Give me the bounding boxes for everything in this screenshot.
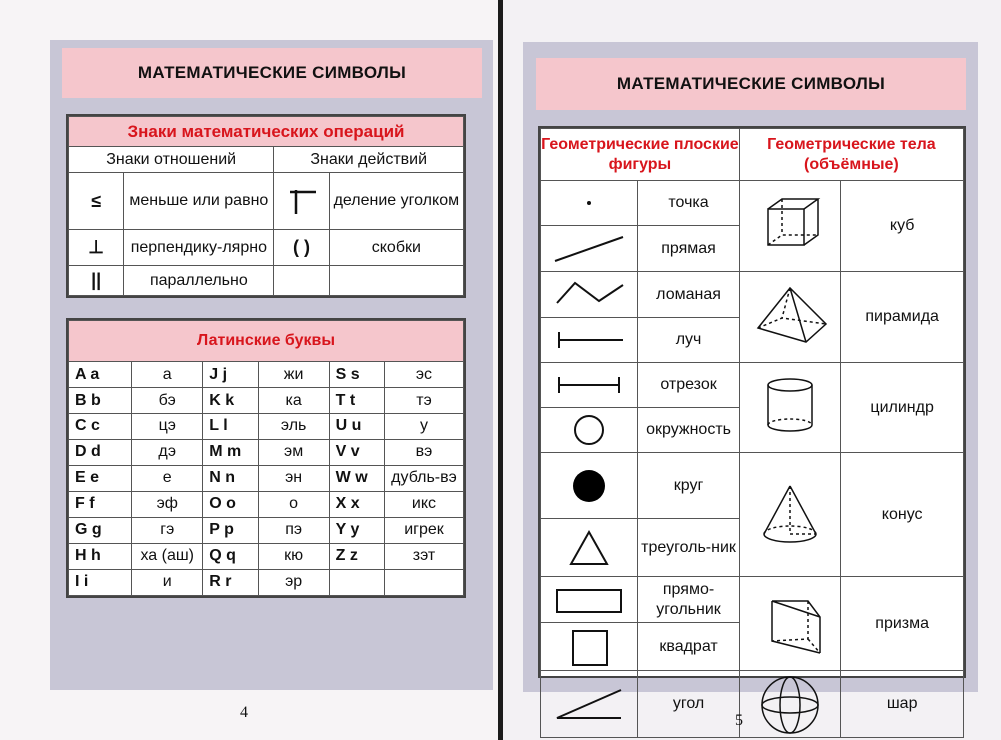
empty-cell (329, 266, 463, 296)
latin-letter-name: у (384, 414, 463, 440)
latin-letter-name (384, 569, 463, 595)
latin-letters-table (66, 318, 466, 598)
perpendicular-text: перпендику-лярно (124, 230, 274, 266)
cylinder-icon (739, 363, 841, 453)
latin-letter: S s (329, 362, 384, 388)
latin-row (69, 414, 464, 440)
rectangle-icon (541, 577, 638, 623)
latin-letter: K k (203, 388, 258, 414)
square-icon (541, 623, 638, 671)
latin-letter: T t (329, 388, 384, 414)
plane-figure-label: ломаная (638, 272, 740, 318)
latin-letter-name: е (132, 465, 203, 491)
latin-letter: D d (69, 439, 132, 465)
latin-letter-name: и (132, 569, 203, 595)
latin-letter: R r (203, 569, 258, 595)
plane-figure-label: треуголь-ник (638, 519, 740, 577)
geometry-table (538, 126, 966, 712)
latin-letter (329, 569, 384, 595)
empty-cell (274, 266, 329, 296)
latin-letter-name: эм (258, 439, 329, 465)
solid-figure-label: куб (841, 181, 964, 272)
latin-row (69, 491, 464, 517)
solid-figure-label: призма (841, 577, 964, 671)
latin-letter: Z z (329, 543, 384, 569)
latin-letter-name: о (258, 491, 329, 517)
latin-letter: A a (69, 362, 132, 388)
plane-figure-label: окружность (638, 408, 740, 453)
plane-figure-label: квадрат (638, 623, 740, 671)
right-page-title: МАТЕМАТИЧЕСКИЕ СИМВОЛЫ (536, 58, 966, 110)
latin-row (69, 569, 464, 595)
geometry-row (541, 671, 964, 738)
triangle-icon (541, 519, 638, 577)
latin-letter: Y y (329, 517, 384, 543)
long-division-icon (274, 173, 329, 230)
latin-letter-name: игрек (384, 517, 463, 543)
latin-letter: F f (69, 491, 132, 517)
latin-letter: V v (329, 439, 384, 465)
ray-icon (541, 318, 638, 363)
latin-letter-name: эль (258, 414, 329, 440)
latin-letter: N n (203, 465, 258, 491)
latin-letter-name: эн (258, 465, 329, 491)
operations-table (66, 114, 466, 298)
polyline-icon (541, 272, 638, 318)
solid-figure-label: пирамида (841, 272, 964, 363)
geometry-row (541, 577, 964, 623)
plane-figure-label: круг (638, 453, 740, 519)
plane-figures-header: Геометрические плоские фигуры (541, 129, 740, 181)
latin-letter: M m (203, 439, 258, 465)
latin-row (69, 388, 464, 414)
plane-figure-label: прямо-угольник (638, 577, 740, 623)
latin-letter-name: икс (384, 491, 463, 517)
prism-icon (739, 577, 841, 671)
brackets-text: скобки (329, 230, 463, 266)
solid-figure-label: цилиндр (841, 363, 964, 453)
actions-header: Знаки действий (274, 147, 464, 173)
latin-letter: Q q (203, 543, 258, 569)
less-or-equal-text: меньше или равно (124, 173, 274, 230)
plane-figure-label: отрезок (638, 363, 740, 408)
parallel-text: параллельно (124, 266, 274, 296)
latin-letter-name: дэ (132, 439, 203, 465)
angle-icon (541, 671, 638, 738)
latin-letter-name: ка (258, 388, 329, 414)
disk-icon (541, 453, 638, 519)
latin-letter-name: гэ (132, 517, 203, 543)
left-page (0, 0, 500, 740)
geometry-row (541, 363, 964, 408)
plane-figure-label: луч (638, 318, 740, 363)
brackets-symbol: ( ) (274, 230, 329, 266)
cone-icon (739, 453, 841, 577)
latin-letter: J j (203, 362, 258, 388)
latin-letter: X x (329, 491, 384, 517)
solid-figure-label: шар (841, 671, 964, 738)
latin-letter: L l (203, 414, 258, 440)
latin-letter-name: вэ (384, 439, 463, 465)
latin-letter: G g (69, 517, 132, 543)
latin-letter-name: зэт (384, 543, 463, 569)
latin-letter-name: тэ (384, 388, 463, 414)
plane-figure-label: точка (638, 181, 740, 226)
latin-row (69, 543, 464, 569)
perpendicular-symbol: ⊥ (69, 230, 124, 266)
latin-letter-name: эр (258, 569, 329, 595)
plane-figure-label: угол (638, 671, 740, 738)
latin-letter: I i (69, 569, 132, 595)
line-icon (541, 226, 638, 272)
latin-letter-name: кю (258, 543, 329, 569)
page-number-right: 5 (735, 712, 743, 729)
latin-letter-name: эс (384, 362, 463, 388)
latin-row (69, 439, 464, 465)
latin-letter-name: эф (132, 491, 203, 517)
latin-letter: P p (203, 517, 258, 543)
right-page (503, 0, 1001, 740)
less-or-equal-symbol: ≤ (69, 173, 124, 230)
division-text: деление уголком (329, 173, 463, 230)
latin-row (69, 465, 464, 491)
latin-letter-name: ха (аш) (132, 543, 203, 569)
pyramid-icon (739, 272, 841, 363)
solid-figure-label: конус (841, 453, 964, 577)
latin-letter: E e (69, 465, 132, 491)
latin-row (69, 517, 464, 543)
latin-letter: U u (329, 414, 384, 440)
parallel-symbol: || (69, 266, 124, 296)
left-page-title: МАТЕМАТИЧЕСКИЕ СИМВОЛЫ (62, 48, 482, 98)
latin-row (69, 362, 464, 388)
cube-icon (739, 181, 841, 272)
operations-heading: Знаки математических операций (69, 117, 464, 147)
latin-letter-name: цэ (132, 414, 203, 440)
latin-letter: H h (69, 543, 132, 569)
sphere-icon (739, 671, 841, 738)
page-number-left: 4 (240, 704, 248, 721)
geometry-row (541, 181, 964, 226)
solid-figures-header: Геометрические тела (объёмные) (739, 129, 963, 181)
latin-heading: Латинские буквы (69, 321, 464, 362)
latin-letter: W w (329, 465, 384, 491)
latin-letter-name: бэ (132, 388, 203, 414)
latin-letter: C c (69, 414, 132, 440)
point-icon (541, 181, 638, 226)
geometry-row (541, 453, 964, 519)
segment-icon (541, 363, 638, 408)
latin-letter: O o (203, 491, 258, 517)
relations-header: Знаки отношений (69, 147, 274, 173)
geometry-row (541, 272, 964, 318)
latin-letter-name: пэ (258, 517, 329, 543)
plane-figure-label: прямая (638, 226, 740, 272)
latin-letter-name: а (132, 362, 203, 388)
latin-letter: B b (69, 388, 132, 414)
latin-letter-name: дубль-вэ (384, 465, 463, 491)
latin-letter-name: жи (258, 362, 329, 388)
circumference-icon (541, 408, 638, 453)
